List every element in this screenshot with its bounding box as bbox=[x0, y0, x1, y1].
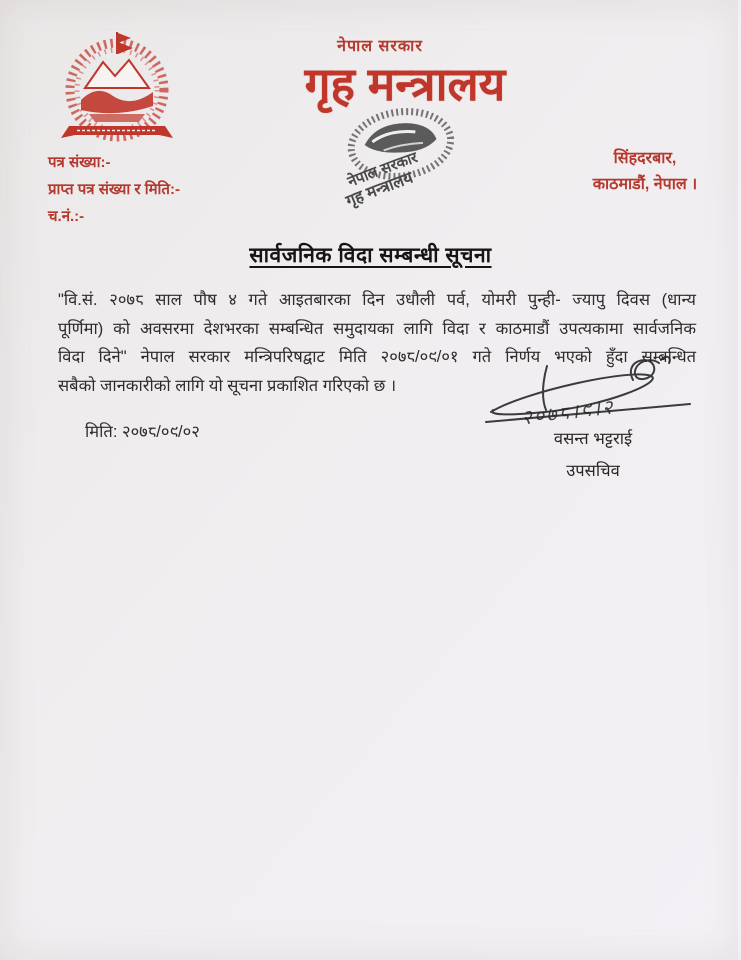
address-line-1: सिंहदरबार, bbox=[613, 150, 677, 167]
body-line-1: "वि.सं. २०७८ साल पौष ४ गते आइतबारका दिन उधौली पर्व, योमरी पुन्ही- ज्यापु दिवस (धान्य bbox=[58, 291, 696, 309]
body-line-4: सबैको जानकारीको लागि यो सूचना प्रकाशित गरिएको छ । bbox=[58, 376, 397, 395]
handwritten-date: २०७८।९।२ bbox=[519, 394, 616, 430]
stamp-text-government: नेपाल सरकार bbox=[345, 149, 420, 191]
reference-fields bbox=[48, 149, 180, 230]
government-title: नेपाल सरकार bbox=[337, 38, 423, 55]
signatory-designation: उपसचिव bbox=[566, 462, 620, 480]
nepal-government-emblem-icon bbox=[55, 26, 179, 150]
notice-date: मिति: २०७८/०९/०२ bbox=[85, 423, 200, 441]
address-line-2: काठमाडौं, नेपाल । bbox=[592, 176, 698, 193]
received-letter-label: प्राप्त पत्र संख्या र मिति:- bbox=[48, 181, 180, 198]
mountains-shape bbox=[81, 60, 153, 122]
letter-number-label: पत्र संख्या:- bbox=[48, 154, 111, 171]
signature-block bbox=[483, 352, 703, 481]
office-address bbox=[575, 146, 715, 198]
stamp-text-ministry: गृह मन्त्रालय bbox=[343, 169, 416, 211]
ministry-stamp-icon bbox=[315, 104, 490, 222]
dispatch-number-label: च.नं.:- bbox=[48, 208, 85, 225]
ministry-title: गृह मन्त्रालय bbox=[304, 58, 506, 110]
notice-title-text: सार्वजनिक विदा सम्बन्धी सूचना bbox=[249, 244, 492, 267]
signatory-name: वसन्त भट्टराई bbox=[553, 430, 633, 448]
body-line-3: विदा दिने" नेपाल सरकार मन्त्रिपरिषद्वाट मिति २०७८/०९/०१ गते निर्णय भएको हुँदा सम्बन्धित bbox=[58, 348, 696, 366]
body-line-2: पूर्णिमा) को अवसरमा देशभरका सम्बन्धित समुदायका लागि विदा र काठमाडौं उपत्यकामा सार्वजनिक bbox=[58, 319, 696, 338]
notice-title bbox=[0, 241, 741, 269]
